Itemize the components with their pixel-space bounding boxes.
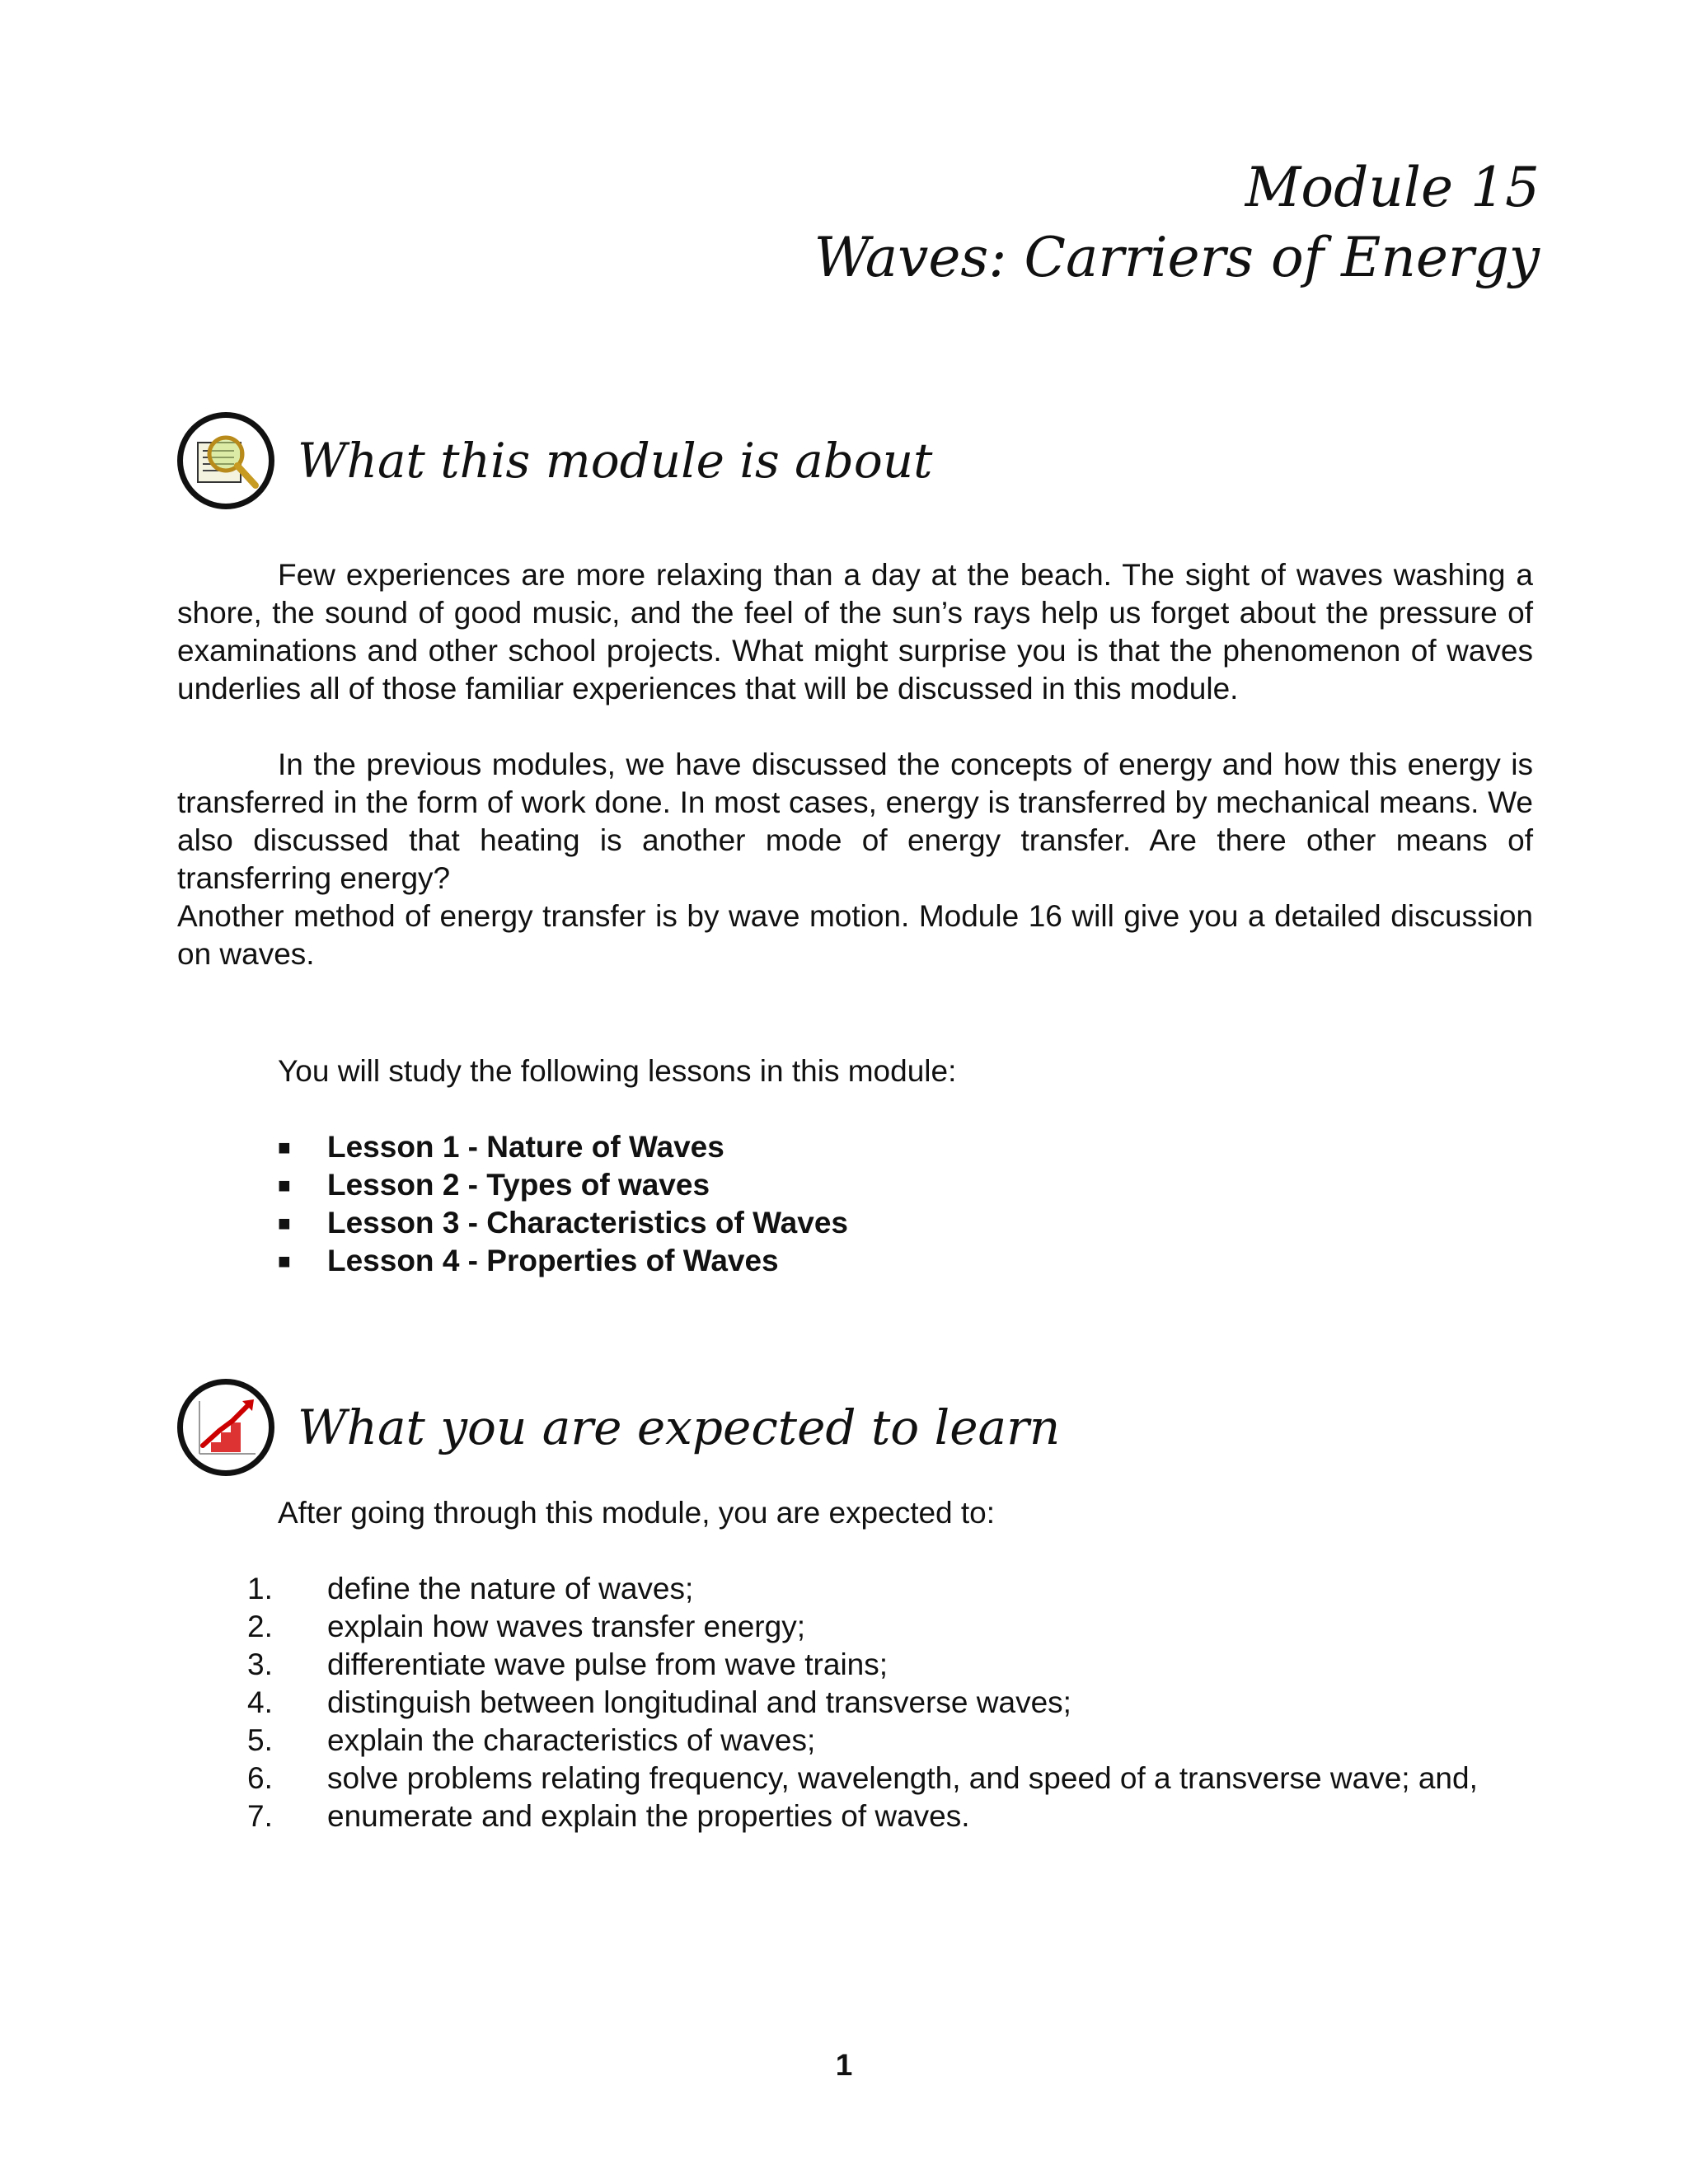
module-title-block xyxy=(814,152,1540,293)
page-number: 1 xyxy=(835,2048,853,2082)
list-item: 5. explain the characteristics of waves; xyxy=(247,1723,816,1757)
list-item: ■ Lesson 3 - Characteristics of Waves xyxy=(278,1206,848,1240)
list-item: ■ Lesson 1 - Nature of Waves xyxy=(278,1130,724,1164)
lessons-intro: You will study the following lessons in this module: xyxy=(278,1054,957,1088)
about-paragraph-2: In the previous modules, we have discussed the concepts of energy and how this energy is transferred in the form of work done. In most cases, energy is transferred by mechanical means. We also discussed that heating is another mode of energy transfer. Are there other means of transferring energy? xyxy=(177,748,1533,895)
list-item: ■ Lesson 4 - Properties of Waves xyxy=(278,1244,779,1277)
list-item: 2. explain how waves transfer energy; xyxy=(247,1610,805,1643)
objectives-list xyxy=(247,1570,1533,1835)
rising-chart-icon xyxy=(177,1379,274,1476)
section-title-learn: What you are expected to learn xyxy=(298,1399,1061,1455)
list-item: 1. define the nature of waves; xyxy=(247,1572,694,1605)
about-paragraph-3: Another method of energy transfer is by wave motion. Module 16 will give you a detailed discussion on waves. xyxy=(177,899,1533,971)
list-item: 4. distinguish between longitudinal and transverse waves; xyxy=(247,1685,1071,1719)
list-item: 7. enumerate and explain the properties of waves. xyxy=(247,1799,970,1833)
objectives-intro: After going through this module, you are expected to: xyxy=(278,1496,996,1530)
list-item: ■ Lesson 2 - Types of waves xyxy=(278,1168,710,1202)
section-header-about xyxy=(177,412,932,509)
module-title: Waves: Carriers of Energy xyxy=(814,226,1540,289)
module-number: Module 15 xyxy=(1245,156,1540,219)
section-header-learn xyxy=(177,1379,1060,1476)
section-title-about: What this module is about xyxy=(298,433,933,489)
list-item: 3. differentiate wave pulse from wave trains; xyxy=(247,1647,889,1681)
magnifier-document-icon xyxy=(177,412,274,509)
list-item: 6. solve problems relating frequency, wavelength, and speed of a transverse wave; and, xyxy=(247,1761,1478,1795)
about-body xyxy=(177,556,1533,973)
about-paragraph-1: Few experiences are more relaxing than a day at the beach. The sight of waves washing a shore, the sound of good music, and the feel of the sun’s rays help us forget about the pressure of examinations and other school projects. What might surprise you is that the phenomenon of waves underlies all of those familiar experiences that will be discussed in this module. xyxy=(177,558,1533,705)
lessons-list xyxy=(278,1128,848,1280)
